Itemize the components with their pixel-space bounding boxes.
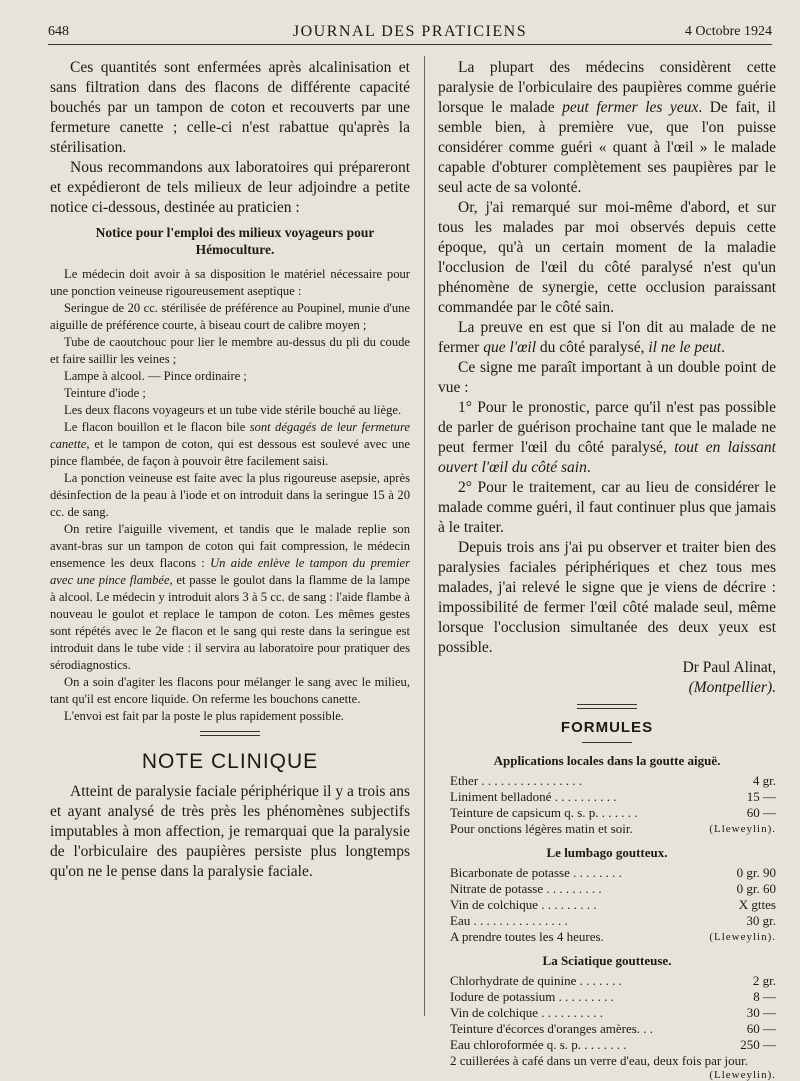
journal-title: JOURNAL DES PRATICIENS: [292, 23, 528, 40]
quantity: 2 gr.: [752, 973, 776, 988]
formula-note: 2 cuillerées à café dans un verre d'eau, deux fois par jour.: [450, 1053, 748, 1068]
quantity: 60 —: [746, 805, 776, 820]
notice-paragraph: Seringue de 20 cc. stérilisée de préférence au Poupinel, munie d'une aiguille de préférence courte, à biseau court de calibre moyen ;: [50, 301, 410, 332]
formula-note: Pour onctions légères matin et soir.: [450, 821, 633, 836]
italic-run: il ne le peut: [648, 339, 722, 356]
formula-ref: (Lleweylin).: [709, 1069, 776, 1081]
ingredient: Teinture de capsicum q. s. p. . . . . . .: [450, 805, 638, 820]
formula-note: A prendre toutes les 4 heures.: [450, 929, 604, 944]
formula-title: La Sciatique goutteuse.: [542, 953, 672, 968]
text-run: La plupart des médecins considèrent cette paralysie de l'orbiculaire des paupières comme guérie lorsque le malade: [438, 59, 776, 116]
notice-paragraph: [50, 521, 410, 674]
formula-line: [450, 989, 776, 1005]
ingredient: Ether . . . . . . . . . . . . . . . .: [450, 773, 583, 788]
running-header: [48, 22, 772, 45]
notice-title: Notice pour l'emploi des milieux voyageurs pour Hémoculture.: [95, 225, 375, 257]
quantity: 30 —: [746, 1005, 776, 1020]
paragraph: [438, 398, 776, 478]
issue-date: 4 Octobre 1924: [684, 24, 772, 39]
ingredient: Iodure de potassium . . . . . . . . .: [450, 989, 614, 1004]
notice-paragraph: Les deux flacons voyageurs et un tube vide stérile bouché au liège.: [64, 403, 402, 417]
ingredient: Eau chloroformée q. s. p. . . . . . . .: [450, 1037, 627, 1052]
formula-line: [450, 789, 776, 805]
quantity: 60 —: [746, 1021, 776, 1036]
right-column: [424, 58, 776, 1081]
ingredient: Nitrate de potasse . . . . . . . . .: [450, 881, 602, 896]
ingredient: Teinture d'écorces d'oranges amères. . .: [450, 1021, 654, 1036]
formula-line: [450, 913, 776, 929]
section-title: NOTE CLINIQUE: [141, 750, 319, 773]
formula-line: [450, 973, 776, 989]
ingredient: Vin de colchique . . . . . . . . . .: [450, 1005, 604, 1020]
formula-ref: (Lleweylin).: [709, 823, 776, 835]
quantity: 8 —: [753, 989, 776, 1004]
paragraph: Atteint de paralysie faciale périphérique il y a trois ans et ayant analysé de très près les phénomènes subjectifs imputables à mon affection, je remarquai que la paralysie de l'orbiculaire des paupières persiste plus longtemps qu'on ne le pense dans la paralysie faciale.: [50, 783, 410, 880]
formula-title: Le lumbago goutteux.: [546, 845, 668, 860]
notice-paragraph: L'envoi est fait par la poste le plus rapidement possible.: [64, 709, 344, 723]
paragraph: [438, 58, 776, 198]
ingredient: Vin de colchique . . . . . . . . .: [450, 897, 597, 912]
italic-run: peut fermer les yeux: [562, 99, 699, 116]
quantity: X gttes: [738, 897, 776, 912]
formula-line: [450, 821, 776, 837]
ingredient: Bicarbonate de potasse . . . . . . . .: [450, 865, 622, 880]
quantity: 4 gr.: [752, 773, 776, 788]
text-run: . De fait, il semble bien, à première vue, que l'on puisse considérer comme guéri « quant à l'œil » le malade capable d'obturer complètement ses paupières par le seul acte de sa volonté.: [438, 99, 776, 196]
author-place: (Montpellier).: [688, 679, 776, 696]
formula-line: [450, 865, 776, 881]
formula-list-1: [438, 773, 776, 837]
paragraph: Ce signe me paraît important à un double point de vue :: [438, 359, 776, 396]
text-run: 1° Pour le pronostic, parce qu'il n'est pas possible de parler de guérison prochaine tant que le malade ne peut fermer l'œil du côté paralysé,: [438, 399, 776, 456]
text-run: , et passe le goulot dans la flamme de la lampe à alcool. Le médecin y introduit alors 3 à 5 cc. de sang : l'aide flambe à nouveau le goulot et replace le tampon de coton. Les mêmes gestes sont répétés avec le 2e flacon et le sang qui reste dans la seringue est introduit dans le tube vide : il servira au laboratoire pour pratiquer des sérodiagnostics.: [50, 573, 410, 672]
formula-line: [450, 897, 776, 913]
quantity: 30 gr.: [746, 913, 776, 928]
formula-title: Applications locales dans la goutte aiguë.: [493, 753, 721, 768]
notice-paragraph: [50, 419, 410, 470]
notice-paragraph: Lampe à alcool. — Pince ordinaire ;: [64, 369, 247, 383]
ornamental-rule: [577, 704, 637, 709]
formula-line: [450, 1037, 776, 1053]
ingredient: Chlorhydrate de quinine . . . . . . .: [450, 973, 622, 988]
formula-line: [450, 929, 776, 945]
text-run: Le flacon bouillon et le flacon bile: [64, 420, 250, 434]
text-run: .: [721, 339, 725, 356]
formula-line: [450, 773, 776, 789]
italic-run: tout en laissant ouvert l'œil du côté sain: [438, 439, 776, 476]
ornamental-rule: [200, 731, 260, 736]
page-number: 648: [48, 24, 69, 39]
formula-line: [450, 1021, 776, 1037]
short-rule: [582, 742, 632, 743]
italic-run: que l'œil: [483, 339, 537, 356]
formula-line: [450, 1005, 776, 1021]
quantity: 15 —: [746, 789, 776, 804]
paragraph: Depuis trois ans j'ai pu observer et traiter bien des paralysies faciales périphériques et chez tous mes malades, j'ai relevé le signe que je viens de décrire : impossibilité de fermer l'œil côté malade seul, même lorsque l'occlusion simultanée des deux yeux est possible.: [438, 539, 776, 656]
notice-paragraph: On a soin d'agiter les flacons pour mélanger le sang avec le milieu, tant qu'il est encore liquide. On referme les bouchons canette.: [50, 675, 410, 706]
text-run: On retire l'aiguille vivement, et tandis que le malade replie son avant-bras sur un tampon de coton qui fait compression, le médecin ensemence les deux flacons :: [50, 522, 410, 570]
formula-line: [450, 805, 776, 821]
italic-run: Un aide enlève le tampon du premier avec une pince flambée: [50, 556, 410, 587]
quantity: 0 gr. 60: [736, 881, 776, 896]
formula-list-2: [438, 865, 776, 945]
paragraph: Or, j'ai remarqué sur moi-même d'abord, et sur tous les malades par moi observés depuis cette époque, qu'à un certain moment de la maladie l'occlusion de l'œil du côté paralysé n'est qu'un phénomène de synergie, cette occlusion paraissant commandée par le côté sain.: [438, 199, 776, 316]
formula-line: [450, 881, 776, 897]
quantity: 250 —: [740, 1037, 776, 1052]
right-column-inner: [424, 58, 776, 1081]
formules-title: FORMULES: [560, 719, 654, 736]
ingredient: Liniment belladoné . . . . . . . . . .: [450, 789, 617, 804]
paragraph: 2° Pour le traitement, car au lieu de considérer le malade comme guéri, il faut continuer plus que jamais à le traiter.: [438, 479, 776, 536]
quantity: 0 gr. 90: [736, 865, 776, 880]
paragraph: Nous recommandons aux laboratoires qui prépareront et expédieront de tels milieux de leur adjoindre a petite notice ci-dessous, destinée au praticien :: [50, 159, 410, 216]
left-column: [50, 58, 410, 882]
text-run: .: [586, 459, 591, 476]
italic-run: sont dégagés de leur fermeture canette: [50, 420, 410, 451]
paragraph: Ces quantités sont enfermées après alcalinisation et sans filtration dans des flacons de différente capacité bouchés par un tampon de coton et recouverts par une fermeture canette ; celle-ci n'est rabattue qu'après la stérilisation.: [50, 59, 410, 156]
ingredient: Eau . . . . . . . . . . . . . . .: [450, 913, 568, 928]
author-name: Dr Paul Alinat,: [682, 659, 776, 676]
notice-paragraph: La ponction veineuse est faite avec la plus rigoureuse asepsie, après désinfection de la peau à l'iode et on introduit dans la seringue 15 à 20 cc. de sang.: [50, 471, 410, 519]
text-run: , et le tampon de coton, qui est dessous est soulevé avec une pince flambée, de façon à pouvoir être facilement saisi.: [50, 437, 410, 468]
text-run: du côté paralysé,: [536, 339, 649, 356]
text-run: La preuve en est que si l'on dit au malade de ne fermer: [438, 319, 776, 356]
notice-paragraph: Le médecin doit avoir à sa disposition le matériel nécessaire pour une ponction veineuse rigoureusement aseptique :: [50, 267, 410, 298]
paragraph: [438, 318, 776, 358]
notice-paragraph: Teinture d'iode ;: [64, 386, 146, 400]
notice-paragraph: Tube de caoutchouc pour lier le membre au-dessus du pli du coude et faire saillir les veines ;: [50, 335, 410, 366]
formula-ref: (Lleweylin).: [709, 931, 776, 943]
